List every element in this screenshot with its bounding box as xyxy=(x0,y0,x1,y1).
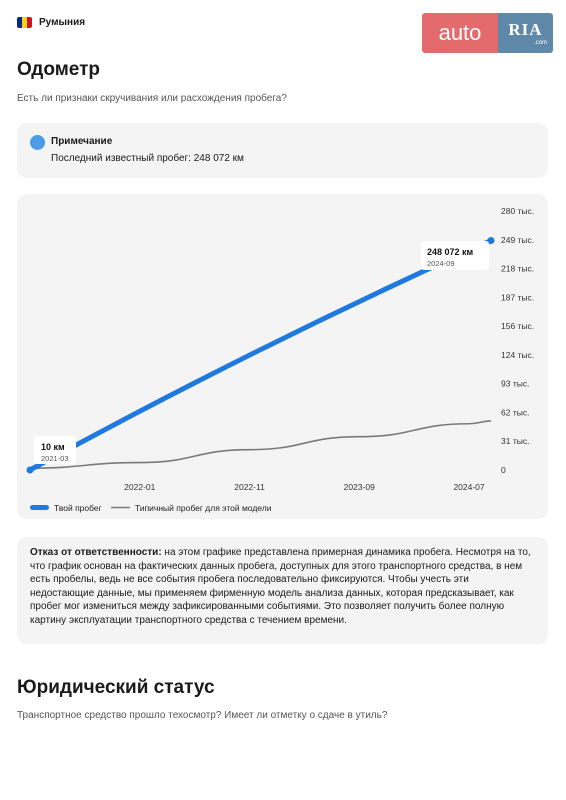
disclaimer-paragraph xyxy=(17,537,548,637)
y-tick-label: 0 xyxy=(501,465,506,475)
y-tick-label: 62 тыс. xyxy=(501,407,530,418)
legend-your-mileage-swatch xyxy=(30,505,49,510)
logo-ria-block xyxy=(498,13,553,53)
end-annotation-value: 248 072 км xyxy=(427,247,474,257)
mileage-chart-card xyxy=(17,194,548,519)
x-tick-label: 2022-01 xyxy=(124,482,156,492)
start-annotation-value: 10 км xyxy=(41,442,65,452)
odometer-title: Одометр xyxy=(17,59,101,80)
y-tick-label: 31 тыс. xyxy=(501,436,530,447)
y-tick-label: 249 тыс. xyxy=(501,234,535,245)
y-tick-label: 124 тыс. xyxy=(501,349,535,360)
romania-flag-icon xyxy=(17,17,32,28)
x-tick-label: 2023-09 xyxy=(343,482,375,492)
y-tick-label: 218 тыс. xyxy=(501,263,535,274)
end-annotation-date: 2024-09 xyxy=(427,259,455,268)
legend-your-mileage-label: Твой пробег xyxy=(54,503,102,513)
disclaimer-card xyxy=(17,537,548,644)
disclaimer-text: на этом графике представлена примерная динамика пробега. Несмотря на то, что график основан на фактических данных пробега, доступных для этого транспортного средства, в нем есть пробелы, ведь не все события пробега последовательно фиксируются. Чтобы учесть эти недостающие данные, мы применяем фирменную модель анализа данных, которая предсказывает, как пробег мог измениться между зафиксированными событиями. Это позволяет получить более полную картину эксплуатации транспортного средства с течением времени. xyxy=(30,547,531,626)
y-tick-label: 93 тыс. xyxy=(501,378,530,389)
y-tick-label: 156 тыс. xyxy=(501,321,535,332)
start-annotation-date: 2021-03 xyxy=(41,454,69,463)
country-header xyxy=(17,14,85,30)
x-tick-label: 2022-11 xyxy=(234,482,265,492)
logo-domain-text: .com xyxy=(533,40,547,46)
typical-mileage-line xyxy=(30,421,491,468)
logo-ria-text: RIA xyxy=(508,20,543,39)
your-mileage-line xyxy=(30,241,491,470)
mileage-chart xyxy=(17,194,548,519)
legal-status-question: Транспортное средство прошло техосмотр? Имеет ли отметку о сдаче в утиль? xyxy=(17,710,388,721)
note-title: Примечание xyxy=(51,136,113,147)
logo-auto-text: auto xyxy=(422,13,498,53)
autoria-logo[interactable] xyxy=(422,13,553,53)
legend-typical-label: Типичный пробег для этой модели xyxy=(135,503,272,513)
y-tick-label: 280 тыс. xyxy=(501,206,535,216)
odometer-question: Есть ли признаки скручивания или расхождения пробега? xyxy=(17,93,287,104)
country-label: Румыния xyxy=(39,16,86,28)
x-tick-label: 2024-07 xyxy=(453,482,485,492)
y-tick-label: 187 тыс. xyxy=(501,292,535,303)
start-point-marker xyxy=(27,466,34,473)
note-card xyxy=(17,123,548,178)
legal-status-title: Юридический статус xyxy=(17,677,215,698)
info-dot-icon xyxy=(30,135,45,150)
disclaimer-label: Отказ от ответственности: xyxy=(30,547,162,558)
note-text: Последний известный пробег: 248 072 км xyxy=(51,153,244,164)
